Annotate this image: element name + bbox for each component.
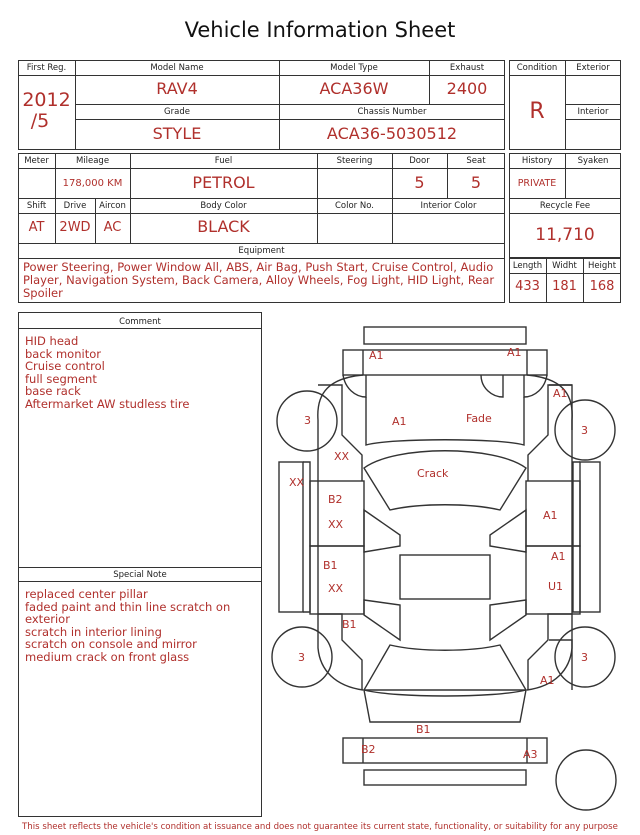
comment-line: full segment <box>25 371 97 386</box>
interior-color-label: Interior Color <box>420 201 477 211</box>
first-reg-month: /5 <box>30 110 50 132</box>
first-reg-year: 2012 <box>22 89 71 111</box>
exhaust-value: 2400 <box>446 79 488 98</box>
mark-left-fender-2: XX <box>289 476 305 489</box>
mark-left-front-door-xx: XX <box>328 518 344 531</box>
exterior-label: Exterior <box>576 63 610 73</box>
aircon-label: Aircon <box>99 201 126 211</box>
mark-rear-bumper-right: A3 <box>523 748 538 761</box>
mark-left-rear-door-xx: XX <box>328 582 344 595</box>
model-name-value: RAV4 <box>156 79 198 98</box>
front-bumper-top-bar <box>364 327 526 344</box>
special-note-line: replaced center pillar <box>25 587 148 601</box>
special-note-line: medium crack on front glass <box>25 649 190 664</box>
aircon-value: AC <box>103 220 122 235</box>
right-rocker <box>580 462 600 612</box>
comment-line: Aftermarket AW studless tire <box>25 396 190 411</box>
body-color-value: BLACK <box>197 217 250 236</box>
mark-right-rear-door-2: U1 <box>548 580 564 593</box>
width-value: 181 <box>552 279 577 294</box>
disclaimer-footer: This sheet reflects the vehicle's condition at issuance and does not guarantee its current state, functionality, or suitability for any purpose <box>22 822 618 832</box>
fuel-label: Fuel <box>214 156 233 166</box>
steering-label: Steering <box>336 156 373 166</box>
mark-right-front-tire: 3 <box>581 424 588 437</box>
fuel-value: PETROL <box>192 173 255 192</box>
mark-right-rear-quarter: A1 <box>540 674 555 687</box>
shift-label: Shift <box>26 201 47 211</box>
mark-left-fender-1: XX <box>334 450 350 463</box>
body-color-label: Body Color <box>200 201 247 211</box>
mark-tailgate: B1 <box>416 723 431 736</box>
width-label: Widht <box>552 261 577 271</box>
history-label: History <box>521 156 553 166</box>
condition-grade: R <box>529 99 545 124</box>
comment-title: Comment <box>119 317 161 327</box>
interior-label: Interior <box>577 107 609 117</box>
meter-label: Meter <box>24 156 49 166</box>
special-note-line: faded paint and thin line scratch on exterior <box>25 599 234 627</box>
spare-tire <box>556 750 616 810</box>
mark-left-front-tire: 3 <box>304 414 311 427</box>
condition-label: Condition <box>516 63 558 73</box>
length-label: Length <box>512 261 543 271</box>
tailgate <box>364 690 526 722</box>
mileage-value: 178,000 KM <box>62 178 123 189</box>
seat-label: Seat <box>466 156 486 166</box>
roof <box>400 555 490 599</box>
door-value: 5 <box>414 173 425 192</box>
mark-front-left: A1 <box>369 349 384 362</box>
shift-value: AT <box>28 220 45 235</box>
rear-window <box>364 645 526 696</box>
right-front-window <box>490 510 526 552</box>
mark-right-rear-tire: 3 <box>581 651 588 664</box>
mark-hood-fade: Fade <box>466 412 492 425</box>
exhaust-label: Exhaust <box>449 63 485 73</box>
windshield <box>364 451 526 510</box>
drive-value: 2WD <box>59 220 91 235</box>
mark-hood: A1 <box>392 415 407 428</box>
comment-line: HID head <box>25 334 79 348</box>
mark-rear-bumper-left: B2 <box>361 743 376 756</box>
recycle-fee-value: 11,710 <box>535 225 595 245</box>
sheet-title: Vehicle Information Sheet <box>184 18 456 42</box>
mark-right-rear-door-1: A1 <box>551 550 566 563</box>
grade-label: Grade <box>164 107 190 117</box>
equipment-value: Power Steering, Power Window All, ABS, Air Bag, Push Start, Cruise Control, Audio Player, Navigation System, Back Camera, Alloy Wheels, Fog Light, HID Light, Rear Spoiler <box>23 260 495 300</box>
mark-left-rear-quarter: B1 <box>342 618 357 631</box>
right-rear-window <box>490 600 526 640</box>
model-type-label: Model Type <box>330 63 378 73</box>
model-type-value: ACA36W <box>319 79 389 98</box>
mark-left-rear-door-code: B1 <box>323 559 338 572</box>
height-value: 168 <box>589 279 615 294</box>
mark-right-front-door: A1 <box>543 509 558 522</box>
first-reg-label: First Reg. <box>26 63 67 73</box>
recycle-fee-label: Recycle Fee <box>539 201 591 211</box>
chassis-number-value: ACA36-5030512 <box>326 124 458 143</box>
grade-value: STYLE <box>152 124 202 143</box>
length-value: 433 <box>515 279 540 294</box>
comment-line: Cruise control <box>25 359 105 374</box>
syaken-label: Syaken <box>577 156 609 166</box>
mark-left-rear-tire: 3 <box>298 651 305 664</box>
mark-windshield-crack: Crack <box>417 467 449 480</box>
special-note-line: scratch on console and mirror <box>25 637 197 652</box>
chassis-number-label: Chassis Number <box>357 107 427 117</box>
model-name-label: Model Name <box>150 63 204 73</box>
height-label: Height <box>587 261 617 271</box>
special-note-title: Special Note <box>113 570 167 580</box>
body-outline <box>318 375 572 690</box>
mark-right-front-fender: A1 <box>553 387 568 400</box>
equipment-label: Equipment <box>238 246 285 256</box>
history-value: PRIVATE <box>517 178 557 189</box>
left-front-window <box>364 510 400 552</box>
comment-line: back monitor <box>25 346 101 361</box>
hood <box>366 397 524 445</box>
mark-left-front-door-code: B2 <box>328 493 343 506</box>
seat-value: 5 <box>470 173 482 192</box>
special-note-line: scratch in interior lining <box>25 624 162 639</box>
mark-front-right: A1 <box>507 346 522 359</box>
color-no-label: Color No. <box>334 201 374 211</box>
mileage-label: Mileage <box>75 156 110 166</box>
comment-line: base rack <box>25 384 81 399</box>
door-label: Door <box>409 156 430 166</box>
rear-bumper-bottom-bar <box>364 770 526 785</box>
drive-label: Drive <box>63 201 87 211</box>
left-rear-window <box>364 600 400 640</box>
